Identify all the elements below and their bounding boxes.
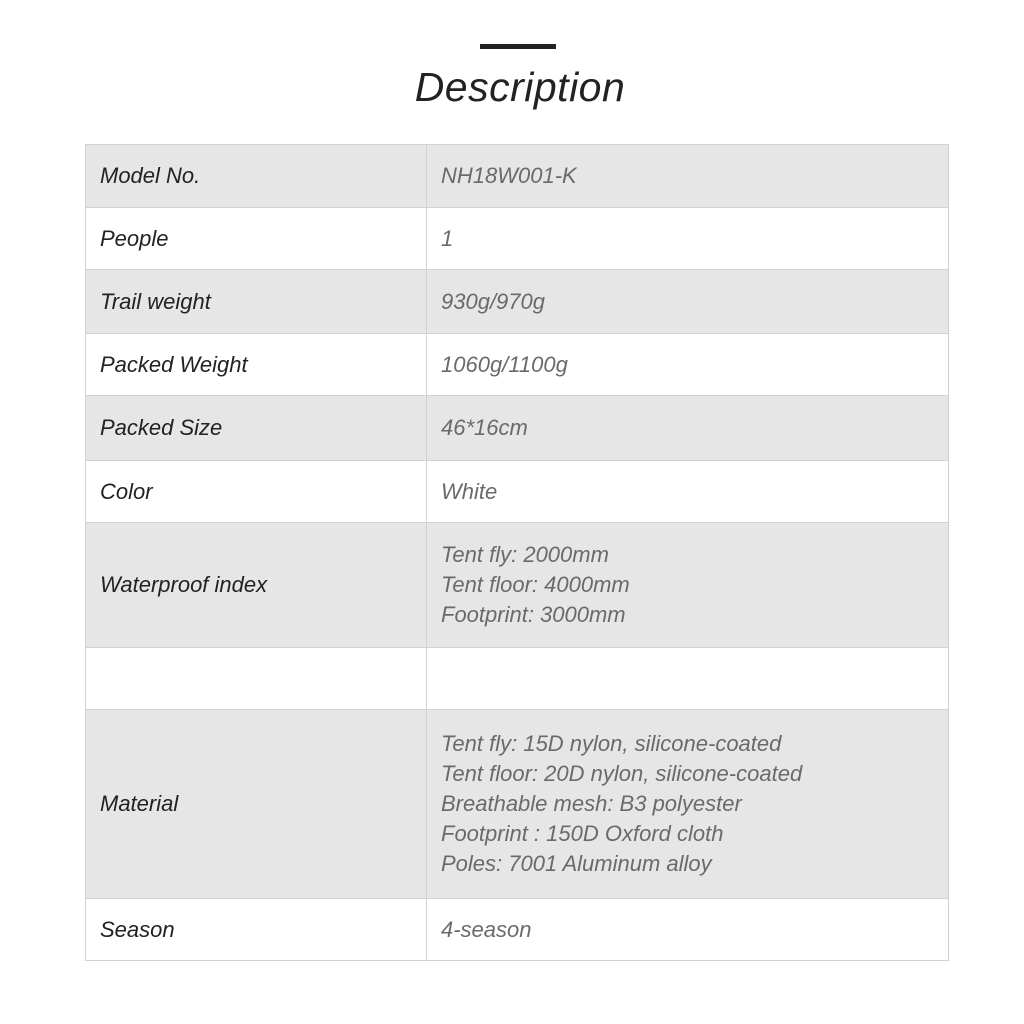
spec-table [85, 144, 949, 961]
row-value [427, 334, 949, 396]
row-label: Season [86, 899, 427, 961]
row-value [427, 461, 949, 523]
title-accent-bar [480, 44, 556, 49]
row-label: Packed Size [86, 396, 427, 461]
value-line: Tent fly: 2000mm [441, 542, 609, 567]
value-line: 46*16cm [441, 415, 528, 440]
row-value [427, 710, 949, 899]
row-value [427, 145, 949, 208]
row-label: Model No. [86, 145, 427, 208]
row-label: Trail weight [86, 270, 427, 334]
row-value [427, 270, 949, 334]
row-label: Color [86, 461, 427, 523]
table-row-material [86, 710, 949, 899]
table-row-packed-weight [86, 334, 949, 396]
table-row-trail-weight [86, 270, 949, 334]
value-line: 1060g/1100g [441, 351, 568, 377]
value-line: Tent floor: 4000mm [441, 572, 630, 597]
row-value [427, 648, 949, 710]
value-line: White [441, 478, 498, 504]
value-line: 930g/970g [441, 288, 545, 314]
value-line: Poles: 7001 Aluminum alloy [441, 851, 712, 876]
table-row-color [86, 461, 949, 523]
table-row-packed-size [86, 396, 949, 461]
table-row-waterproof-index [86, 523, 949, 648]
row-label: People [86, 208, 427, 270]
value-line: Breathable mesh: B3 polyester [441, 791, 742, 816]
row-value [427, 208, 949, 270]
value-line: NH18W001-K [441, 163, 577, 188]
value-line: Tent floor: 20D nylon, silicone-coated [441, 761, 803, 786]
table-row-people [86, 208, 949, 270]
row-value [427, 899, 949, 961]
row-label [86, 648, 427, 710]
row-value [427, 396, 949, 461]
table-row-season [86, 899, 949, 961]
row-label: Waterproof index [86, 523, 427, 648]
row-value [427, 523, 949, 648]
value-line: 1 [441, 225, 454, 251]
value-line: Tent fly: 15D nylon, silicone-coated [441, 731, 782, 756]
value-line: 4-season [441, 916, 532, 942]
value-line: Footprint : 150D Oxford cloth [441, 821, 724, 846]
table-row-model [86, 145, 949, 208]
value-line: Footprint: 3000mm [441, 602, 626, 627]
row-label: Material [86, 710, 427, 899]
page-title: Description [414, 64, 626, 110]
row-label: Packed Weight [86, 334, 427, 396]
table-row-empty [86, 648, 949, 710]
